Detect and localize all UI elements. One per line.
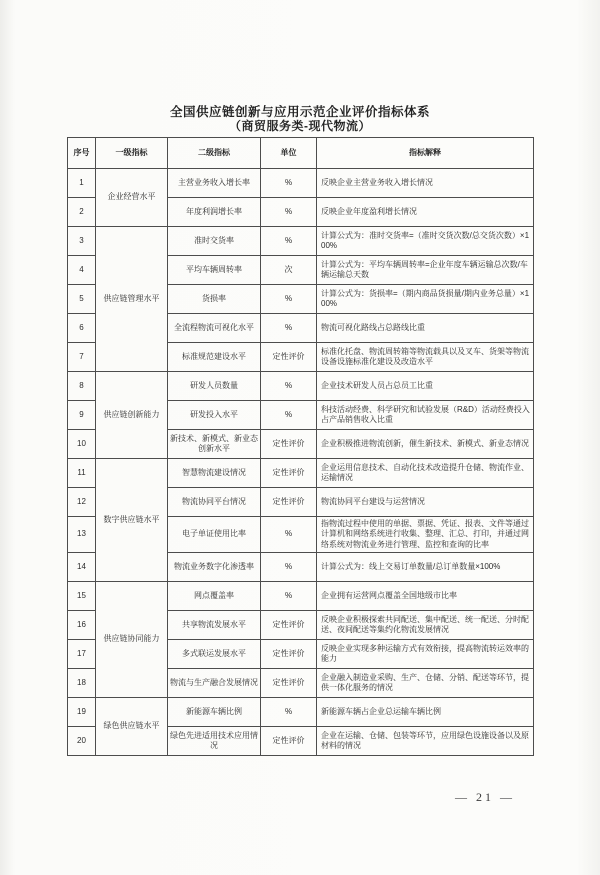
cell-index: 4	[68, 256, 96, 285]
cell-level2-indicator: 共享物流发展水平	[168, 611, 261, 640]
header-index: 序号	[68, 138, 96, 169]
cell-explanation: 反映企业实现多种运输方式有效衔接，提高物流转运效率的能力	[317, 640, 534, 669]
header-explanation: 指标解释	[317, 138, 534, 169]
cell-level2-indicator: 新技术、新模式、新业态创新水平	[168, 430, 261, 459]
cell-index: 9	[68, 401, 96, 430]
cell-unit: 定性评价	[261, 343, 317, 372]
cell-explanation: 企业拥有运营网点覆盖全国地级市比率	[317, 582, 534, 611]
cell-index: 10	[68, 430, 96, 459]
cell-unit: %	[261, 698, 317, 727]
cell-unit: %	[261, 517, 317, 553]
cell-level1-indicator: 供应链管理水平	[96, 227, 168, 372]
table-row	[68, 459, 534, 488]
title-line-1: 全国供应链创新与应用示范企业评价指标体系	[169, 105, 430, 119]
table-row	[68, 169, 534, 198]
cell-level2-indicator: 平均车辆周转率	[168, 256, 261, 285]
cell-level2-indicator: 多式联运发展水平	[168, 640, 261, 669]
cell-unit: 定性评价	[261, 640, 317, 669]
table-row	[68, 582, 534, 611]
cell-unit: %	[261, 227, 317, 256]
cell-index: 2	[68, 198, 96, 227]
cell-explanation: 指物流过程中使用的单据、票据、凭证、报表、文件等通过计算机和网络系统进行收集、整理、汇总、打印，并通过网络系统对物流业务进行管理、监控和查询的比率	[317, 517, 534, 553]
evaluation-index-table	[67, 137, 534, 756]
cell-unit: %	[261, 198, 317, 227]
cell-index: 1	[68, 169, 96, 198]
cell-explanation: 企业运用信息技术、自动化技术改造提升仓储、物流作业、运输情况	[317, 459, 534, 488]
cell-explanation: 计算公式为：线上交易订单数量/总订单数量×100%	[317, 553, 534, 582]
cell-level2-indicator: 智慧物流建设情况	[168, 459, 261, 488]
table-header-row	[68, 138, 534, 169]
cell-unit: 定性评价	[261, 727, 317, 756]
cell-explanation: 企业融入制造业采购、生产、仓储、分销、配送等环节，提供一体化服务的情况	[317, 669, 534, 698]
cell-index: 18	[68, 669, 96, 698]
cell-explanation: 反映企业积极探索共同配送、集中配送、统一配送、分时配送、夜间配送等集约化物流发展情况	[317, 611, 534, 640]
cell-level2-indicator: 电子单证使用比率	[168, 517, 261, 553]
cell-explanation: 物流可视化路线占总路线比重	[317, 314, 534, 343]
cell-unit: %	[261, 582, 317, 611]
cell-level2-indicator: 全流程物流可视化水平	[168, 314, 261, 343]
cell-index: 12	[68, 488, 96, 517]
cell-unit: %	[261, 553, 317, 582]
table-row	[68, 227, 534, 256]
cell-index: 3	[68, 227, 96, 256]
table-body	[68, 169, 534, 756]
cell-explanation: 企业技术研发人员占总员工比重	[317, 372, 534, 401]
cell-explanation: 标准化托盘、物流周转箱等物流载具以及叉车、货架等物流设备设施标准化建设及改造水平	[317, 343, 534, 372]
cell-unit: 次	[261, 256, 317, 285]
cell-explanation: 反映企业主营业务收入增长情况	[317, 169, 534, 198]
cell-unit: 定性评价	[261, 488, 317, 517]
cell-index: 6	[68, 314, 96, 343]
cell-index: 17	[68, 640, 96, 669]
cell-unit: %	[261, 314, 317, 343]
cell-explanation: 物流协同平台建设与运营情况	[317, 488, 534, 517]
document-title	[0, 0, 600, 134]
cell-level2-indicator: 绿色先进适用技术应用情况	[168, 727, 261, 756]
cell-level2-indicator: 年度利润增长率	[168, 198, 261, 227]
cell-index: 15	[68, 582, 96, 611]
cell-level2-indicator: 货损率	[168, 285, 261, 314]
cell-level1-indicator: 供应链协同能力	[96, 582, 168, 698]
cell-explanation: 计算公式为：货损率=（期内商品货损量/期内业务总量）×100%	[317, 285, 534, 314]
cell-index: 11	[68, 459, 96, 488]
cell-unit: 定性评价	[261, 669, 317, 698]
cell-unit: 定性评价	[261, 459, 317, 488]
table-row	[68, 698, 534, 727]
cell-level2-indicator: 标准规范建设水平	[168, 343, 261, 372]
cell-explanation: 企业在运输、仓储、包装等环节，应用绿色设施设备以及原材料的情况	[317, 727, 534, 756]
cell-level2-indicator: 研发投入水平	[168, 401, 261, 430]
page-number: — 21 —	[455, 790, 515, 804]
cell-level2-indicator: 物流业务数字化渗透率	[168, 553, 261, 582]
cell-explanation: 计算公式为：平均车辆周转率=企业年度车辆运输总次数/车辆运输总天数	[317, 256, 534, 285]
cell-index: 5	[68, 285, 96, 314]
cell-explanation: 新能源车辆占企业总运输车辆比例	[317, 698, 534, 727]
cell-level1-indicator: 绿色供应链水平	[96, 698, 168, 756]
cell-unit: 定性评价	[261, 430, 317, 459]
cell-explanation: 科技活动经费、科学研究和试验发展（R&D）活动经费投入占产品销售收入比重	[317, 401, 534, 430]
cell-level2-indicator: 物流与生产融合发展情况	[168, 669, 261, 698]
cell-unit: %	[261, 285, 317, 314]
cell-index: 19	[68, 698, 96, 727]
cell-index: 20	[68, 727, 96, 756]
cell-unit: %	[261, 169, 317, 198]
cell-level2-indicator: 准时交货率	[168, 227, 261, 256]
cell-level1-indicator: 企业经营水平	[96, 169, 168, 227]
header-unit: 单位	[261, 138, 317, 169]
table-row	[68, 372, 534, 401]
cell-unit: 定性评价	[261, 611, 317, 640]
cell-level1-indicator: 供应链创新能力	[96, 372, 168, 459]
cell-unit: %	[261, 372, 317, 401]
cell-index: 7	[68, 343, 96, 372]
cell-level2-indicator: 物流协同平台情况	[168, 488, 261, 517]
cell-index: 13	[68, 517, 96, 553]
cell-level2-indicator: 研发人员数量	[168, 372, 261, 401]
cell-index: 16	[68, 611, 96, 640]
header-level2-indicator: 二级指标	[168, 138, 261, 169]
cell-explanation: 企业积极推进物流创新，催生新技术、新模式、新业态情况	[317, 430, 534, 459]
title-line-2: （商贸服务类-现代物流）	[229, 119, 371, 134]
cell-explanation: 计算公式为：准时交货率=（准时交货次数/总交货次数）×100%	[317, 227, 534, 256]
cell-level1-indicator: 数字供应链水平	[96, 459, 168, 582]
cell-index: 8	[68, 372, 96, 401]
cell-level2-indicator: 新能源车辆比例	[168, 698, 261, 727]
cell-level2-indicator: 主营业务收入增长率	[168, 169, 261, 198]
cell-index: 14	[68, 553, 96, 582]
header-level1-indicator: 一级指标	[96, 138, 168, 169]
cell-level2-indicator: 网点覆盖率	[168, 582, 261, 611]
cell-unit: %	[261, 401, 317, 430]
cell-explanation: 反映企业年度盈利增长情况	[317, 198, 534, 227]
